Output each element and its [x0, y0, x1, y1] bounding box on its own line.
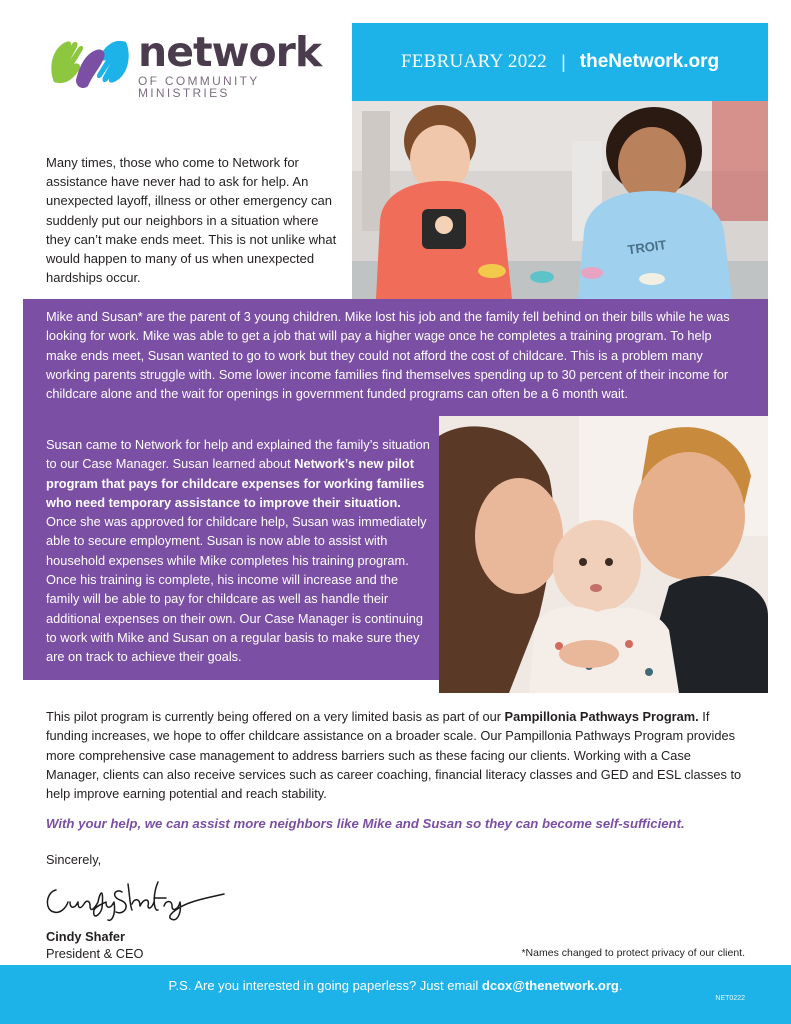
- story-paragraph-2-highlight: Network’s new pilot program that pays for childcare expenses for working families who need temporary assistance to improve their situation.: [46, 456, 425, 510]
- svg-text:TROIT: TROIT: [626, 237, 668, 258]
- header-bar: [352, 23, 768, 101]
- family-with-baby-photo: [439, 416, 768, 693]
- story-paragraph-2-tail: Once she was approved for childcare help, Susan was immediately able to secure employment. Susan is now able to assist with household expenses while Mike completes his training program. Once his training is complete, his income will increase and the family will be able to pay for childcare as well as handle their additional expenses on their own. Our Case Manager is continuing to work with Mike and Susan on a regular basis to make sure they are on track to achieve their goals.: [46, 514, 427, 665]
- call-to-action: With your help, we can assist more neighbors like Mike and Susan so they can become self-sufficient.: [46, 816, 685, 831]
- postscript-lead: P.S. Are you interested in going paperless? Just email: [168, 978, 482, 993]
- program-paragraph: [46, 707, 746, 803]
- logo-wordmark: network: [138, 28, 322, 76]
- salutation: Sincerely,: [46, 852, 102, 867]
- program-lead: This pilot program is currently being offered on a very limited basis as part of our: [46, 709, 505, 724]
- postscript-tail: .: [618, 978, 623, 993]
- signer-title: President & CEO: [46, 946, 144, 961]
- logo-subtitle: OF COMMUNITY MINISTRIES: [138, 74, 260, 100]
- signer-name: Cindy Shafer: [46, 929, 125, 944]
- story-paragraph-1: Mike and Susan* are the parent of 3 young children. Mike lost his job and the family fell behind on their bills while he was looking for work. Mike was able to get a job that will pay a higher wage once he completes a training program. To help make ends meet, Susan wanted to go to work but they could not afford the cost of childcare. This is a problem many working parents struggle with. Some lower income families find themselves spending up to 30 percent of their income for childcare alone and the wait for openings in government funded programs can often be a 6 month wait.: [46, 309, 730, 402]
- story-paragraph-2: [46, 435, 432, 667]
- hands-logo-icon: [46, 34, 134, 90]
- program-name: Pampillonia Pathways Program.: [504, 709, 699, 724]
- privacy-note: *Names changed to protect privacy of our client.: [521, 947, 745, 959]
- intro-paragraph: Many times, those who come to Network for assistance have never had to ask for help. An unexpected layoff, illness or other emergency can suddenly put our neighbors in a situation where they can’t make ends meet. This is not unlike what would happen to many of us when unexpected hardships occur.: [46, 155, 337, 286]
- story-paragraph-2-lead: Susan came to Network for help and explained the family’s situation to our Case Manager. Susan learned about: [46, 437, 430, 472]
- issue-date: FEBRUARY 2022: [400, 51, 548, 72]
- network-logo: [46, 28, 346, 100]
- children-playing-photo: [352, 101, 768, 299]
- header-separator: |: [561, 51, 566, 72]
- website-link[interactable]: theNetwork.org: [579, 51, 720, 72]
- signature-image: [40, 872, 240, 924]
- footer-bar: [0, 965, 791, 1024]
- postscript: [0, 978, 791, 993]
- email-link[interactable]: dcox@thenetwork.org: [481, 978, 619, 993]
- program-tail: If funding increases, we hope to offer childcare assistance on a broader scale. Our Pampillonia Pathways Program provides more comprehensive case management to address barriers such as these facing our clients. Working with a Case Manager, clients can also receive services such as career coaching, financial literacy classes and GED and ESL classes to help improve earning potential and reach stability.: [46, 709, 742, 802]
- document-code: NET0222: [715, 995, 745, 1002]
